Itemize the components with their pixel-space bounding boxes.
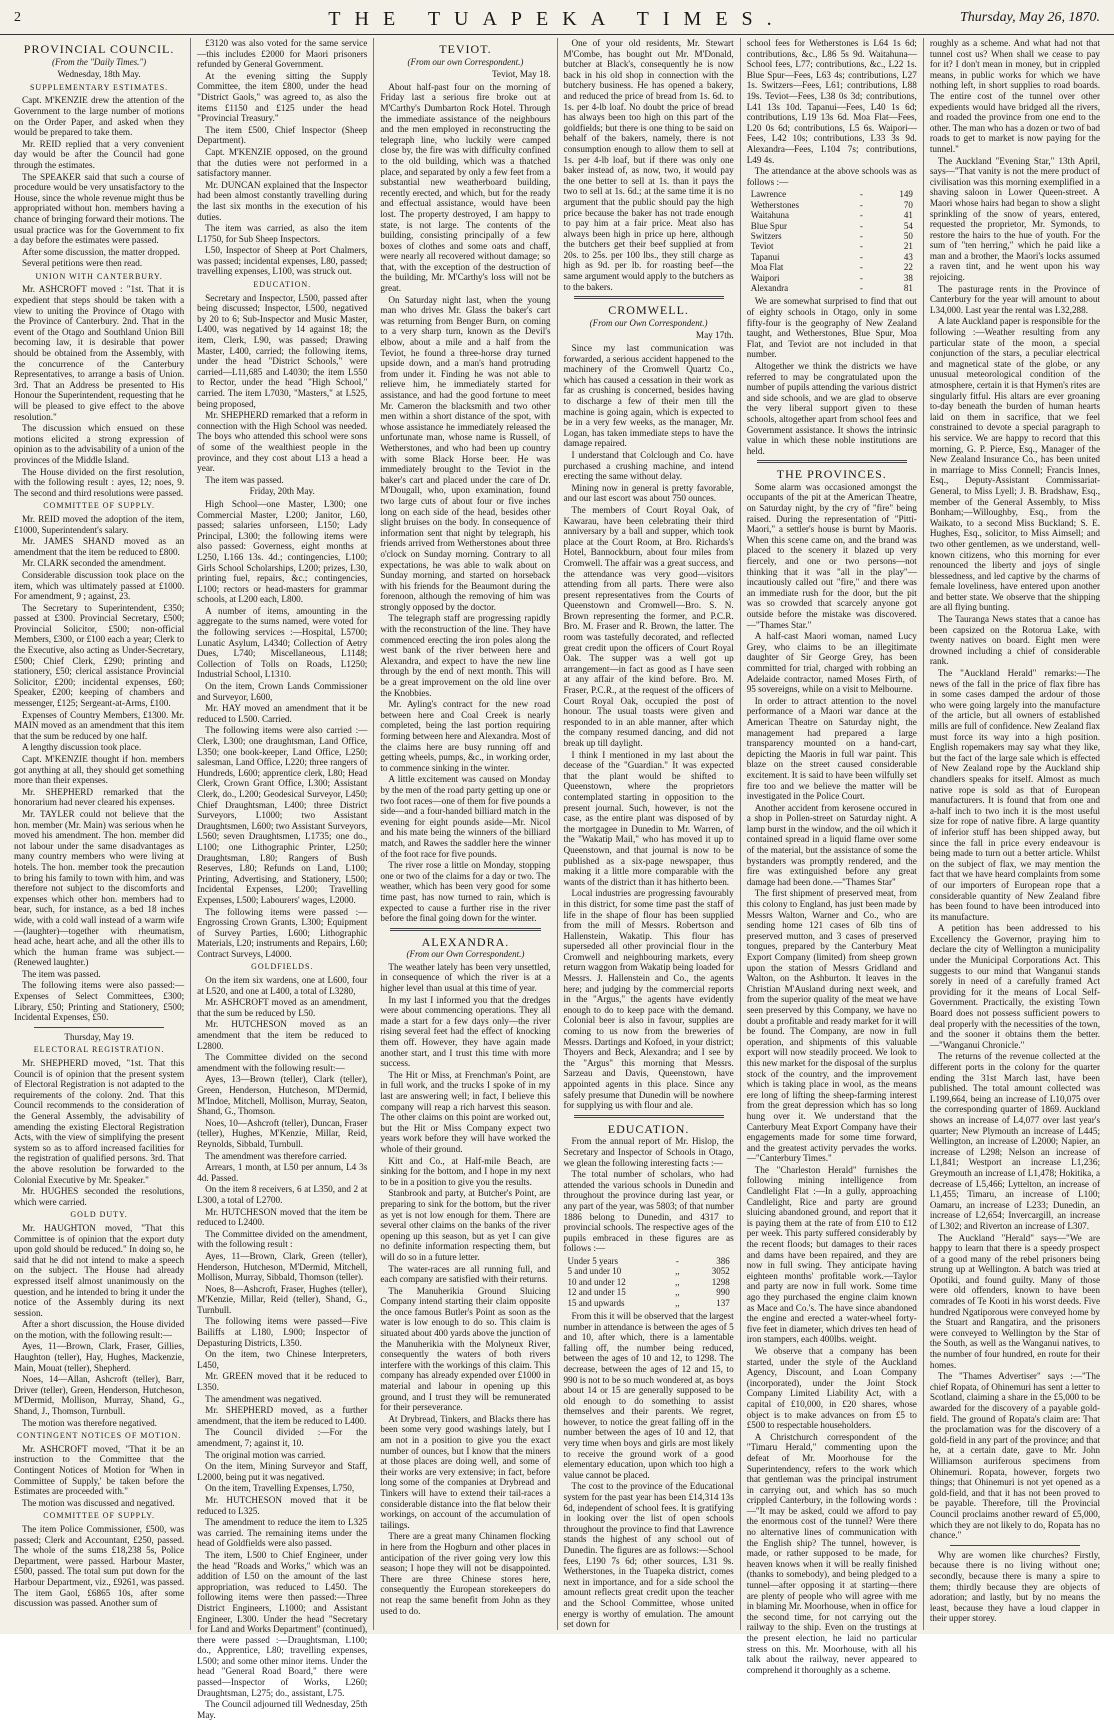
paragraph: The total number of scholars, who had attended the various schools in Dunedin and throughout the province during last year, or any part of the year, was 5803; of that number 1886 belong to Dunedin, and 4317 to provincial schools. The respective ages of the pupils embraced in these figures are as follows :—: [563, 1169, 734, 1254]
paragraph: At Drybread, Tinkers, and Blacks there has been some very good washings lately, but I am not in a position to give you the exact number of ounces, but I know that the miners at those places are doing well, and some of their works are very extensive; in fact, before long some of the companies at Drybread and Tinkers will have to extend their tail-races a considerable distance into the flat below their workings, on account of the accumulation of tailings.: [380, 1413, 551, 1530]
table-cell-dash: -: [675, 1255, 679, 1266]
table-row: [564, 1298, 734, 1308]
section-heading: EDUCATION.: [607, 1121, 690, 1136]
subheading: GOLD DUTY.: [70, 1210, 128, 1220]
table-row: [747, 241, 917, 251]
table-row: [564, 1266, 734, 1276]
paragraph: From this it will be observed that the largest number in attendance is between the ages of 5 and 10, after which, there is a lamentable falling off, the number being reduced, between the ages of 10 and 12, to 1298. The decrease, between the ages of 12 and 15, to 990 is not to be so much wondered at, as boys about 14 or 15 are generally supposed to be old enough to do something to assist themselves and their parents. We regret, however, to notice the great falling off in the number between the ages of 10 and 12, that very time when boys and girls are most likely to receive the ground work of a good elementary education, upon which too high a value cannot be placed.: [563, 1310, 734, 1480]
divider: [34, 1027, 164, 1028]
table-cell-dash: ,,: [675, 1297, 680, 1308]
paragraph: The Hit or Miss, at Frenchman's Point, are in full work, and the trucks I spoke of in my last are answering well; in fact, I believe this company will reap a rich harvest this season. The other claims on this point are worked out, but the Hit or Miss Company expect two years work before they will have worked the whole of their ground.: [380, 1069, 551, 1154]
table-cell-dash: -: [859, 189, 863, 200]
subheading: SUPPLEMENTARY ESTIMATES.: [29, 82, 169, 92]
table-cell-value: 41: [903, 210, 913, 221]
section-heading: CROMWELL.: [608, 303, 689, 318]
table-row: [747, 200, 917, 210]
paragraph: The "Auckland Herald" remarks:—The news of the fall in the price of flax fibre has in some cases damped the ardour of those who were going largely into the manufacture of the article, but all owners of established mills are full of confidence. New Zealand flax must force its way into a high position. English ropemakers may say what they like, but the fact of the large sale which is effected of New Zealand rope by the Auckland ship chandlers speaks for itself. Almost as much native rope is sold as that of European manufacturers. It is found that from one and a-half inch to two inch it is the most useful size for rope of native fibre. A large quantity of inferior stuff has been shipped away, but since the fall in price every endeavour is being made to turn out a better article. Whilst on the subject of flax, we may mention the fact that we have heard complaints from some of our importers of European rope that a considerable quantity of New Zealand fibre has been found to have been introduced into its manufacture.: [929, 668, 1101, 922]
table-row: [564, 1256, 734, 1266]
table-row: [747, 273, 917, 283]
issue-date: Thursday, May 26, 1870.: [960, 10, 1100, 25]
column-4: [558, 38, 741, 1630]
table-cell-label: Under 5 years: [567, 1255, 618, 1266]
table-cell-dash: ,,: [675, 1287, 680, 1298]
paragraph: roughly as a scheme. And what had not that tunnel cost us? When shall we cease to pay for it? I don't mean in money, but in crippled means, in public works for which we have nothing left, in short supplies to road boards. The entire cost of the tunnel over other expedients would have bridged all the rivers, and roaded the province from one end to the other. The man who has a dozen or two of bad roads to get to market is now paying for the tunnel.": [929, 38, 1101, 154]
paragraph: The following items were passed :—Engrossing Crown Grants, L300; Equipment of Survey Parties, L600; Lithographic Materials, L20; instruments and Repairs, L60; Contract Surveys, L4000.: [197, 906, 368, 959]
paragraph: In order to attract attention to the novel performance of a Maori war dance at the American Theatre on Saturday night, the management had prepared a large transparency mounted on a hand-cart, depicting the Maoris in full war paint. This blaze on the street caused considerable excitement. It is said to have been wilfully set fire too and we believe the matter will be investigated in the Police Court.: [746, 695, 917, 802]
table-cell-label: 12 and under 15: [567, 1287, 626, 1298]
column-1: [8, 38, 191, 1630]
paragraph: Capt. M'KENZIE drew the attention of the Government to the large number of motions on the Order Paper, and asked when they would be prepared to take them.: [14, 95, 185, 138]
paragraph: Mr. SHEPHERD remarked that a reform in connection with the High School was needed. The boys who attended this school were sons of some of the wealthiest people in the province, and they cost about L13 a head a year.: [197, 410, 368, 474]
dateline: Teviot, May 18.: [491, 69, 551, 80]
table-cell-value: 3052: [711, 1266, 730, 1277]
table-cell-dash: -: [859, 262, 863, 273]
source-note: (From our own Correspondent.): [407, 56, 524, 67]
age-table: [564, 1256, 734, 1308]
paragraph: On the item, Mining Surveyor and Staff, L2000, being put it was negatived.: [197, 1461, 368, 1482]
paragraph: Arrears, 1 month, at L50 per annum, L4 3s 4d. Passed.: [197, 1162, 368, 1183]
paragraph: The pasturage rents in the Province of Canterbury for the year will amount to about L34,000. Last year the rental was L32,288.: [929, 283, 1101, 315]
paragraph: Mr. REID moved the adoption of the item, £1000, Superintendent's salary.: [14, 513, 185, 535]
paragraph: Mr. SHEPHERD remarked that the honorarium had never cleared his expenses.: [14, 786, 185, 808]
table-cell-dash: -: [859, 272, 863, 283]
table-cell-value: 386: [716, 1255, 730, 1266]
divider: [950, 1545, 1080, 1546]
paragraph: A half-cast Maori woman, named Lucy Grey, who claims to be an illegitimate daughter of Sir George Grey, has been committed for trial, charged with robbing an Adelaide contractor, named Moses Firth, of 95 sovereigns, while on a visit to Melbourne.: [746, 631, 917, 695]
paragraph: school fees for Wetherstones is L64 1s 6d; contributions, &c., L86 5s 9d. Waitahuna—School fees, L77; contributions, &c., L22 1s. Blue Spur—Fees, L63 4s; contributions, L27 1s. Switzers—Fees, L61; contributions, L88 19s. Teviot—Fees, L38 0s 3d; contributions, L41 13s 10d. Tapanui—Fees, L40 1s 6d; contributions, L19 13s 6d. Moa Flat—Fees, L20 0s 6d; contributions, L5 6s. Waipori—Fees, L42 10s; contributions, L33 3s 9d. Alexandra—Fees, L104 7s; contributions, L49 4s.: [746, 38, 917, 165]
paragraph: There are a great many Chinamen flocking in here from the Hogburn and other places in anticipation of the river going very low this season; I hope they will not be disappointed. There are three Chinese stores here, consequently the European storekeepers do not reap the same benefit from John as they used to do.: [380, 1531, 551, 1616]
paragraph: On the item, Travelling Expenses, L750,: [205, 1483, 355, 1494]
paragraph: A number of items, amounting in the aggregate to the sums named, were voted for the following services :—Hospital, L5700; Lunatic Asylum, L4340; Collection of Aetry Dues, L740; Miscellaneous, L1148; Collection of Tolls on Roads, L1250; Industrial School, L1310.: [197, 605, 368, 680]
dateline: Friday, 20th May.: [249, 486, 315, 497]
paragraph: On the item six wardens, one at L600, four at L520, and one at L400, a total of L3280,: [197, 975, 368, 996]
paragraph: The following items were also carried :—Clerk, L300; one draughtsman, Land Office, L350; one book-keeper, Land Office, L250; salesman, Land Office, L220; three rangers of Hundreds, L600; apprentice clerk, L80; Head Clerk, Crown Grant Office, L300; Assistant Clerk, do., L200; Geodesical Surveyor, L450; Chief Draughtsman, L400; three District Surveyors, L1000; two Assistant Draughtsmen, L600; two Assistant Surveyors, L560; seven Draughtsmen, L1735; one do., L100; one Lithographic Printer, L250; Draughtsman, L80; Rangers of Bush Reserves, L80; Refunds on Land, L100; Printing, Advertising, and Stationery, L500; Incidental Expenses, L200; Travelling Expenses, L500; Labourers' wages, L2000.: [197, 725, 368, 905]
paragraph: The item, L500 to Chief Engineer, under the head "Roads and Works," which was an addition of L50 on the amount of the last appropriation, was reduced to L450. The following items were then passed:—Three District Engineers, L1000; and Assistant Engineer, L300. Under the head "Secretary for Land and Works Department" (continued), there were passed :—Draughtsman, L100; do., Apprentice, L80; travelling expenses, L500; and some other minor items. Under the head "General Road Board," there were passed—Inspector of Works, L260; Draughtsman, L275; do., assistant, L75.: [197, 1549, 368, 1698]
paragraph: The cost to the province of the Educational system for the past year has been £14,314 13s 6d, independent of school fees. It is gratifying in looking over the list of open schools throughout the province to find that Lawrence stands the highest of any school out of Dunedin. The figures are as follows:—School fees, L190 7s 6d; other sources, L31 9s. Wetherstones, in the Tuapeka district, comes next in importance, and for a side school the amount reflects great credit upon the teacher and the School Committee, whose united energy is worthy of emulation. The amount set down for: [563, 1481, 734, 1630]
paragraph: Since my last communication was forwarded, a serious accident happened to the machinery of the Cromwell Quartz Co., which has caused a cessation in their work as far as crushing is concerned, besides having to discharge a few of their men till the machine is going again, which is expected to be in a very few weeks, as the manager, Mr. Logan, has taken immediate steps to have the damage repaired.: [563, 343, 734, 449]
subheading: CONTINGENT NOTICES OF MOTION.: [16, 1431, 182, 1441]
table-cell-dash: -: [859, 251, 863, 262]
paragraph: Capt. M'KENZIE opposed, on the ground that the duties were not performed in a satisfactory manner.: [197, 146, 368, 179]
table-cell-dash: -: [859, 220, 863, 231]
paragraph: After some discussion, the matter dropped.: [22, 246, 180, 257]
paragraph: Capt. M'KENZIE thought if hon. members got anything at all, they should get something more than their expenses.: [14, 754, 185, 786]
paragraph: Why are women like churches? Firstly, because there is no living without one; secondly, because there is many a spire to them; thirdly because they are objects of adoration; and lastly, but by no means the least, because they have a loud clapper in their upper storey.: [929, 1549, 1101, 1624]
table-row: [747, 189, 917, 199]
subheading: UNION WITH CANTERBURY.: [35, 271, 163, 281]
table-row: [564, 1277, 734, 1287]
column-5: [741, 38, 924, 1675]
paragraph: Mr. ASHCROFT moved as an amendment, that the sum be reduced by L50.: [197, 997, 368, 1018]
table-cell-label: Moa Flat: [750, 262, 784, 273]
table-cell-label: 15 and upwards: [567, 1297, 625, 1308]
paragraph: The original motion was carried.: [205, 1449, 326, 1460]
table-cell-value: 1298: [711, 1276, 730, 1287]
paragraph: Secretary and Inspector, L500, passed after being discussed; Inspector, L500, negatived by 20 to 6; Sub-Inspector and Music Master, L400, was negatived by 14 against 18; the item, Clerk, L90, was passed; Drawing Master, L400, carried; the following items, under the head "District Schools," were carried—L11,685 and L4030; the item L550 to Rector, under the head "High School," carried. The item L7030, "Masters," at L525, being proposed,: [197, 292, 368, 409]
paragraph: Mr. CLARK seconded the amendment.: [22, 558, 166, 569]
table-row: [747, 262, 917, 272]
table-cell-dash: -: [859, 230, 863, 241]
paragraph: Mr. Ayling's contract for the new road between here and Coal Creek is nearly completed, being the last portion requiring forming between here and Alexandra. Most of the claims here are busy running off and getting wheels, pumps, &c., in working order, to commence sinking in the winter.: [380, 699, 551, 773]
paragraph: Ayes, 11—Brown, Clark, Green (teller), Henderson, Hutcheson, M'Dermid, Mitchell, Mollison, Murray, Sibbald, Thomson (teller).: [197, 1250, 368, 1283]
attendance-table: [747, 189, 917, 293]
table-cell-label: Waipori: [750, 272, 780, 283]
paragraph: Mr. JAMES SHAND moved as an amendment that the item be reduced to £800.: [14, 536, 185, 557]
paragraph: After a short discussion, the House divided on the motion, with the following result:—: [14, 1319, 185, 1340]
paragraph: The item £500, Chief Inspector (Sheep Department).: [197, 124, 368, 146]
paragraph: The Auckland "Herald" says—"We are happy to learn that there is a speedy prospect of a good many of the rebel prisoners being strung up at Wellington. A batch was tried at Opotiki, and found guilty. Many of those were old offenders, known to have been comrades of Te Kooti in his worst deeds. Five hundred Ngatiporous were conveyed home by the Stuart and Rangatira, and the prisoners were conveyed to Wellington by the Star of the South, as well as the Wanganui natives, to the number of four hundred, en route for their homes.: [929, 1232, 1101, 1370]
subheading: ELECTORAL REGISTRATION.: [33, 1045, 165, 1055]
paragraph: A Christchurch correspondent of the "Timaru Herald," commenting upon the defeat of Mr. Moorhouse for the Superintendency, refers to the work which that gentleman was the principal instrument in carrying out, and which has so much crippled Canterbury, in the following words :—"It may be asked, could we afford to pay the enormous cost of the tunnel? Were there no alternative lines of communication with the English ship? The tunnel, however, is made, or rather supposed to be made, for heaven knows when it will be really finished (thanks to somebody), and being pledged to a tunnel—after opposing it at starting—there are plenty of people who will agree with me in blaming Mr. Moorhouse, when in office for the second time, for not carrying out the railway to the ship. Even on the trustings at the present election, he laid no particular stress on this. Mr. Moorhouse, with all his talk about the railway, never appeared to comprehend it thoroughly as a scheme.: [746, 1431, 917, 1675]
paragraph: The Committee divided on the second amendment with the following result:—: [197, 1052, 368, 1073]
divider: [757, 460, 907, 463]
paragraph: On the item, two Chinese Interpreters, L450,: [197, 1349, 368, 1370]
table-cell-dash: ,,: [675, 1266, 680, 1277]
table-cell-value: 137: [716, 1297, 730, 1308]
paragraph: Mr. TAYLER could not believe that the hon. member (Mr. Main) was serious when he moved his amendment. The hon. member did not labour under the same disadvantages as many country members who were living at hotels. The hon. member took the precaution to bring his family to town with him, and was therefore not subject to the discomforts and expenses which other hon. members had to bear, such, for instance, as a bed 18 inches wide, with a cold wall instead of a warm wife—(laughter)—together with rheumatism, head ache, heart ache, and all the other ills to which the human frame was subject.—(Renewed laughter.): [14, 808, 185, 968]
paragraph: One of your old residents, Mr. Stewart M'Combe, has bought out Mr. M'Donald, butcher at Black's, consequently he is now back in his old shop in connection with the butchery business. He has opened a bakery, and reduced the price of bread from 1s. 6d. to 1s. per 4-lb loaf. No doubt the price of bread has always been too high on this part of the goldfields; but there is one thing to be said on behalf of the bakers, namely, there is not consumption enough to allow them to sell at 1s. per 4-lb loaf, but if there was only one baker instead of, as now, two, it would pay the one better to sell at 1s. than it pays the two to sell at 1s. 6d.; at the same time it is no argument that the public should pay the high price because the baker has not trade enough to pay him at a fair price. Meat also has always been high in price up here, although the butchers get their beef supplied at from 20s. to 25s. per 100 lbs., they still charge as high as 9d. per lb. for roasting beef—the same argument would apply to the butchers as to the bakers.: [563, 38, 734, 292]
paragraph: Expenses of Country Members, £1300. Mr. MAIN moved as an amendment that this item that the sum be reduced by one half.: [14, 709, 185, 741]
table-cell-value: 38: [903, 272, 913, 283]
paragraph: Mr. GREEN moved that it be reduced to L350.: [197, 1371, 368, 1393]
paragraph: The Council divided :—For the amendment, 7; against it, 10.: [197, 1427, 368, 1448]
paragraph: Mining now in general is pretty favorable, and our last escort was about 750 ounces.: [563, 482, 734, 504]
paragraph: The telegraph staff are progressing rapidly with the reconstruction of the line. They have commenced erecting the iron poles along the west bank of the river between here and Alexandra, and expect to have the new line through by the end of next month. This will be a great improvement on the old line over the Knobbies.: [380, 613, 551, 698]
paragraph: Mr. SHEPHERD moved, as a further amendment, that the item be reduced to L400.: [197, 1405, 368, 1426]
divider: [390, 928, 540, 931]
paragraph: On Saturday night last, when the young man who drives Mr. Glass the baker's cart was returning from Benger Burn, on coming to a very sharp turn, known as the Devil's elbow, about a mile and a half from the Teviot, he found a three-horse dray turned upside down, and a man's hand protruding from under it. Finding he was not able to relieve him, he immediately started for assistance, and had the good fortune to meet Mr. Cameron the blacksmith and two other men within a short distance of the spot, with whose assistance he immediately released the unfortunate man, whose name is Russell, of Wetherstones, and who had been up country with some Black Horse beer. He was immediately brought to the Teviot in the baker's cart and placed under the care of Dr. M'Dougall, who, upon examination, found two large cuts of about four or five inches long on each side of the head, besides other slight bruises on the body. In consequence of information sent that night by telegraph, his friends arrived from Wetherstones about three o'clock on Sunday morning. Contrary to all expectations, he was able to walk about on Sunday morning, and started on horseback with his friends for the Beaumont during the forenoon, although the removing of him was strongly opposed by the doctor.: [380, 294, 551, 612]
source-note: (From our Own Correspondent.): [589, 317, 708, 328]
table-cell-label: Switzers: [750, 230, 782, 241]
subheading: COMMITTEE OF SUPPLY.: [43, 1511, 155, 1521]
paragraph: Ayes, 11—Brown, Clark, Fraser, Gillies, Haughton (teller), Hay, Hughes, Mackenzie, Main, Mouat (teller), Shepherd.: [14, 1341, 185, 1373]
table-cell-value: 54: [903, 220, 913, 231]
subheading: GOLDFIELDS.: [251, 962, 314, 972]
paragraph: Ayes, 13—Brown (teller), Clark (teller), Green, Henderson, Hutcheson, M'Dermid, M'Indoe, Mitchell, Mollison, Murray, Seaton, Shand, G., Thomson.: [197, 1074, 368, 1117]
paragraph: The "Charleston Herald" furnishes the following mining intelligence from Candlelight Flat :—In a gully, approaching Candlelight, Rice and party are ground sluicing abandoned ground, and report that it is paying them at the rate of from £10 to £12 per week. This party suffered considerably by the recent floods; but damages to their races and dams have been repaired, and they are now in full swing. They anticipate having eighteen months' profitable work.—Taylor and party are now in full work. Some time ago they purchased the engine claim known as Mace and Co.'s. The have since abandoned the engine and erected a water-wheel forty-five feet in diameter, which drives ten head of iron stampers, each 400lbs. weight.: [746, 1164, 917, 1345]
paragraph: A little excitement was caused on Monday by the men of the road party getting up one or two foot races—one of them for five pounds a side—and a four-handed billiard match in the evening for eight pounds aside—Mr. Nicol and his mate being the winners of the billiard match, and Rawes the saddler here the winner of the foot race for five pounds.: [380, 774, 551, 859]
paragraph: The discussion which ensued on these motions elicited a strong expression of opinion as to the advisability of a union of the provinces of the Middle Island.: [14, 423, 185, 465]
table-cell-label: Blue Spur: [750, 220, 787, 231]
paragraph: Noes, 10—Ashcroft (teller), Duncan, Fraser (teller), Hughes, M'Kenzie, Millar, Reid, Reynolds, Sibbald, Turnbull.: [197, 1117, 368, 1149]
paragraph: The river rose a little on Monday, stopping one or two of the claims for a day or two. The weather, which has been very good for some time past, has now turned to rain, which is expected to cause a further rise in the river before the final going down for the winter.: [380, 860, 551, 924]
table-cell-value: 81: [903, 282, 913, 293]
column-3: [374, 38, 557, 1630]
source-note: (From the "Daily Times."): [51, 56, 147, 67]
paragraph: Mr. HAUGHTON moved, "That this Committee is of opinion that the export duty upon gold should be reduced." In doing so, he said that he did not intend to make a speech on the subject. The House had already expressed itself almost unanimously on the question, and he intended to bring it under the notice of the Assembly during its next session.: [14, 1222, 185, 1318]
paragraph: I think I mentioned in my last about the decease of the "Guardian." It was expected that the plant would be shifted to Queenstown, where the proprietors contemplated starting in opposition to the present journal. Such, however, is not the case, as the entire plant was disposed of by the mortgagee in Dunedin to Mr. Warren, of the "Wakatip Mail," who has moved it up to Queenstown, and that journal is now to be published as a six-page newspaper, thus making it a little more comparable with the wants of the district than it has hitherto been.: [563, 749, 734, 887]
paragraph: The amendment was therefore carried.: [205, 1150, 347, 1161]
paragraph: The amendment to reduce the item to L325 was carried. The remaining items under the head of Goldfields were also passed.: [197, 1517, 368, 1549]
masthead: [0, 0, 1114, 35]
table-cell-label: Teviot: [750, 241, 774, 252]
paragraph: Considerable discussion took place on the item, which was ultimately passed at £1000. For amendment, 9 ; against, 23.: [14, 569, 185, 602]
section-heading: ALEXANDRA.: [421, 934, 510, 949]
paragraph: From the annual report of Mr. Hislop, the Secretary and Inspector of Schools in Otago, we glean the following interesting facts :—: [563, 1136, 734, 1168]
columns: [8, 38, 1106, 1720]
paragraph: The first shipment of preserved meat, from this colony to England, has just been made by Messrs Walton, Warner and Co., who are sending home 121 cases of 6lb tins of preserved mutton, and 3 cases of preserved tongues, prepared by the Canterbury Meat Export Company (limited) from sheep grown upon the station of Messrs Gridland and Walton, on the Ashburton. It leaves in the Christian M'Ausland during next week, and from the superior quality of the meat we have seen preserved by this Company, we have no doubt a profitable and ready market for it will be found. The Company, are now in full operation, and shipments of this valuable export will now steadily proceed. We look to this new market for the disposal of the surplus stock of the country, and the improvement which is taking place in wool, as the means ere long of lifting the sheep-farming interest from the great depression which has so long hung over it. We understand that the Canterbury Meat Export Company have their engagements made for some time forward, and the greatest activity pervades the works.—"Canterbury Times.": [746, 888, 917, 1164]
paragraph: The water-races are all running full, and each company are satisfied with their returns.: [380, 1263, 551, 1285]
paragraph: The returns of the revenue collected at the different ports in the colony for the quarter ending the 31st March last, have been published. The total amount collected was L199,664, being an increase of L10,075 over the corresponding quarter of 1869. Auckland shows an increase of L4,077 over last year's quarter; New Plymouth an increase of L445; Wellington, an increase of L2000; Napier, an increase of L298; Nelson an increase of L1,841; Westport an increase L1,236; Greymouth an increase of L1,478; Hokitika, a decrease of L5,466; Lyttelton, an increase of L1,455; Timaru, an increase of L100; Oamaru, an increase of L233; Dunedin, an increase of L2,654; Invercargill, an increase of L302; and Riverton an increase of L307.: [929, 1051, 1101, 1231]
paragraph: On the item, Crown Lands Commissioner and Surveyor, L600,: [197, 681, 368, 702]
table-cell-dash: -: [859, 210, 863, 221]
table-cell-dash: -: [859, 241, 863, 252]
table-row: [747, 283, 917, 293]
table-cell-value: 149: [899, 189, 913, 200]
paragraph: The amendment was negatived.: [205, 1393, 322, 1404]
table-cell-dash: -: [859, 282, 863, 293]
paragraph: The item Police Commissioner, £500, was passed; Clerk and Accountant, £250, passed. The whole of the sums £18,238 5s, Police Department, were passed. Harbour Master, £500, passed. The total sum put down for the Harbour Department, viz., £9261, was passed. The item Gaol, £6865 10s, after some discussion was passed. Another sum of: [14, 1523, 185, 1609]
paragraph: A petition has been addressed to his Excellency the Governor, praying him to declare the city of Wellington a municipality under the Municipal Corporations Act. This suggests to our mind that Wanganui stands sorely in need of a carefully framed Act providing for it the means of Local Self-Government. Practically, the existing Town Board does not possess sufficient powers to deal properly with the necessities of the town, and the sooner it obtains them the better.—"Wanganui Chronicle.": [929, 923, 1101, 1050]
table-cell-label: Wetherstones: [750, 199, 799, 210]
paragraph: The Tauranga News states that a canoe has been capsized on the Rotorua Lake, with twenty natives on board. Eight men were drowned including a chief of considerable rank.: [929, 614, 1101, 667]
paragraph: Stanbrook and party, at Butcher's Point, are preparing to sink for the bottom, but the river as yet is not low enough for them. There are several other claims on the banks of the river opening up this season, but as yet I can give no definite information respecting them, but will do so in a future letter.: [380, 1188, 551, 1262]
section-heading: PROVINCIAL COUNCIL.: [23, 42, 175, 56]
paragraph: At the evening sitting the Supply Committee, the item £800, under the head "District Gaols," was agreed to, as also the items £1150 and £125 under the head "Provincial Treasury.": [197, 70, 368, 124]
newspaper-title: THE TUAPEKA TIMES.: [328, 8, 786, 30]
paragraph: Kitt and Co., at Half-mile Beach, are sinking for the bottom, and I hope in my next to be in a position to give you the results.: [380, 1155, 551, 1187]
table-row: [747, 221, 917, 231]
paragraph: I understand that Colclough and Co. have purchased a crushing machine, and intend erecting the same without delay.: [563, 449, 734, 482]
table-cell-value: 21: [903, 241, 913, 252]
paragraph: The House divided on the first resolution, with the following result : ayes, 12; noes, 9. The second and third resolutions were passed.: [14, 466, 185, 498]
paragraph: Another accident from kerosene occured in a shop in Pollen-street on Saturday night. A lamp burst in the window, and the oil which it contained spread in a liquid flame over some of the material, but the assistance of some the bystanders was promptly rendered, and the fire was extinguished before any great damage had been done.—"Thames Star": [746, 802, 917, 887]
paragraph: The attendance at the above schools was as follows :—: [746, 166, 917, 187]
paragraph: About half-past four on the morning of Friday last a serious fire broke out at M'Carthy's Dumbarton Rock Hotel. Through the immediate assistance of the neighbours and the men employed in reconstructing the telegraph line, who luckily were camped close by, the fire was with difficulty confined to the old building, which was a thatched place, and separated by only a few feet from a substantial new weatherboard building, recently erected, and which, but for the ready and effectual assistance, would have been lost. The property destroyed, I am happy to state, is not large. The contents of the building, consisting principally of a few boxes of clothes and some oats and chaff, were nearly all recovered without damage; so that, with the exception of the destruction of the building, Mr. M'Carthy's loss will not be great.: [380, 81, 551, 294]
table-row: [747, 252, 917, 262]
divider: [574, 296, 724, 299]
paragraph: Mr. SHEPHERD moved, "1st. That this Council is of opinion that the present system of Electoral Registration is not adapted to the requirements of the colony. 2nd. That this Council recommends to the consideration of the General Assembly, the advisability of amending the existing Electoral Registration Acts, with the view of simplifying the present system so as to afford increased facilities for the registration of qualified persons. 3rd. That the above resolution be forwarded to the Colonial Executive by Mr. Speaker.": [14, 1058, 185, 1185]
paragraph: The Secretary to Superintendent, £350; passed at £300. Provincial Secretary, £500; Provincial Solicitor, £500; non-official Members, £300, or £100 each a year; Clerk to the Executive, also acting as Under-Secretary, £500; Chief Clerk, £290; printing and stationery, £50; clerical assistance Provincial Solicitor, £200; incidental expenses, £60; Speaker, £200; keeping of chambers and messenger, £125; Sergeant-at-Arms, £100.: [14, 602, 185, 709]
paragraph: Local industries are progressing favourably in this district, for some time past the staff of life in the shape of flour has been supplied from the mill of Messrs. Robertson and Hallenstein, Wakatip. This flour has superseded all other provincial flour in the Cromwell and neighbouring markets, every return waggon from Wakatip being loaded for Messrs. J. Hallenstein and Co., the agents here; and judging by the commercial reports in the "Argus," the agents have evidently enough to do to keep pace with the demand. Colonial beer is also in favour, supplies are coming to us now from the breweries of Messrs. Dartings and Kofoed, in your district; Thoyers and Beck, Alexandra; and I see by the "Argus" this morning that Messrs. Sarzeau and Davis, Queenstown, have appointed agents in this place. Since any safely presume that Dunedin will be nowhere for supplying us with flour and ale.: [563, 888, 734, 1111]
section-heading: TEVIOT.: [439, 42, 492, 56]
table-cell-label: 10 and under 12: [567, 1276, 626, 1287]
paragraph: Mr. REID replied that a very convenient day would be after the Council had gone through the estimates.: [14, 138, 185, 170]
paragraph: The SPEAKER said that such a course of procedure would be very unsatisfactory to the House, since the whole revenue might thus be appropriated without hon. members having a chance of bringing forward their motions. The usual practice was for the Government to fix a day before the estimates were passed.: [14, 171, 185, 246]
paragraph: Mr. HUTCHESON moved as an amendment that the item be reduced to L2800.: [197, 1019, 368, 1051]
paragraph: The Council adjourned till Wednesday, 25th May.: [197, 1699, 368, 1720]
paragraph: A late Auckland paper is responsible for the following :—Weather resulting from any particular state of the moon, a special conjunction of the stars, a peculiar electrical and magnetical state of the globe, or any unusual meteorological condition of the atmosphere, certain it is that Hymen's rites are singularly fitful. His altars are ever groaning to-day beneath the burden of human hearts laid on them in sacrifice, that we feel constrained to devote a special paragraph to his service. We are happy to record that this morning, G. P. Pierce, Esq., Manager of the New Zealand Insurance Co., has been united in marriage to Miss Connell; Francis Innes, Esq., Deputy-Assistant Commissariat-General, to Miss Lyell; J. B. Bradshaw, Esq., member of the General Assembly, to Miss Bonham;—Willoughby, Esq., from the Waikato, to a second Miss Buckland; S. E. Hughes, Esq., solicitor, to Miss Aimsell; and two other gentlemen, as we understand, well-known citizens, who this morning for ever renounced the liberty and joys of single blessedness, and led captive by the charms of female loveliness, have entered upon another and better state. We observe that the shipping are all flying bunting.: [929, 316, 1101, 613]
paragraph: The following items were also passed:—Expenses of Select Committees, £300; Library, £50; Printing and Stationery, £500; Incidental Expenses, £50.: [14, 980, 185, 1023]
paragraph: The weather lately has been very unsettled, in consequence of which the river is at a higher level than usual at this time of year.: [380, 961, 551, 994]
paragraph: On the item 8 receivers, 6 at L350, and 2 at L300, a total of L2700.: [197, 1184, 368, 1205]
paragraph: We are somewhat surprised to find that out of eighty schools in Otago, only in some fifty-four is the geography of New Zealand taught, and Wetherstones, Blue Spur, Moa Flat, and Teviot are not included in that number.: [746, 296, 917, 360]
dateline: May 17th.: [695, 330, 734, 341]
column-6: [924, 38, 1106, 1630]
paragraph: L50, Inspector of Sheep at Port Chalmers, was passed; incidental expenses, L80, passed; travelling expenses, L100, was struck out.: [197, 245, 368, 277]
paragraph: Some alarm was occasioned amongst the occupants of the pit at the American Theatre, on Saturday night, by the cry of "fire" being raised. During the representation of "Pitti-Maori," a settler's house is burnt by Maoris. When this scene came on, and the brand was placed to the scenery it blazed up very fiercely, and one or two persons—not thinking that it was "all in the play"—incautiously called out "fire," and there was an immediate rush for the door, but the pit was so crowded that scarcely anyone got outside before the mistake was discovered.—"Thames Star.": [746, 481, 917, 630]
paragraph: £3120 was also voted for the same service —this includes £2000 for Maori prisoners refunded by General Government.: [197, 38, 368, 70]
table-cell-label: Tapanui: [750, 251, 780, 262]
table-cell-value: 70: [903, 199, 913, 210]
paragraph: The item was carried, as also the item L1750, for Sub Sheep Inspectors.: [197, 223, 368, 244]
table-cell-value: 43: [903, 251, 913, 262]
paragraph: The following items were passed—Five Bailiffs at L180, L900; Inspector of Depasturing Districts, L350.: [197, 1316, 368, 1348]
paragraph: Mr. HAY moved an amendment that it be reduced to L500. Carried.: [197, 703, 368, 724]
source-note: (From our Own Correspondent.): [406, 949, 525, 960]
paragraph: The item was passed.: [22, 968, 101, 979]
paragraph: We observe that a company has been started, under the style of the Auckland Agency, Discount, and Loan Company (incorporated), under the Joint Stock Company Limited Liability Act, with a capital of £10,000, in £20 shares, whose object is to make advances on from £5 to £500 to respectable householders.: [746, 1345, 917, 1431]
subheading: COMMITTEE OF SUPPLY.: [43, 501, 155, 511]
paragraph: Mr. HUTCHESON moved that it be reduced to L325.: [197, 1494, 368, 1516]
paragraph: Noes, 8—Ashcroft, Fraser, Hughes (teller), M'Kenzie, Millar, Reid (teller), Shand, G., Turnbull.: [197, 1283, 368, 1315]
paragraph: The members of Court Royal Oak, of Kawarau, have been celebrating their third anniversary by a ball and supper, which took place at the Court Room, at Bro. Richards's Hotel, Bannockburn, about four miles from Cromwell. The affair was a great success, and the attendance was very good—visitors attending from all parts. There were also present representatives from the Courts of Queenstown and Cromwell—Bro. S. N. Brown representing the former, and P.C.R. Bro. M. Fraser and R. Brown, the latter. The room was tastefully decorated, and reflected great credit upon the officers of Court Royal Oak. The supper was a well got up arrangement—in fact as good as I have seen at any affair of the kind before. Bro. M. Fraser, P.C.R., at the request of the officers of Court Royal Oak, occupied the post of honour. The usual toasts were given and responded to in an able manner, after which the company resumed dancing, and did not break up till daylight.: [563, 504, 734, 748]
paragraph: Several petitions were then read.: [22, 258, 143, 269]
paragraph: Mr. DUNCAN explained that the Inspector had been almost constantly travelling during the last six months in the execution of his duties.: [197, 179, 368, 222]
table-cell-label: Lawrence: [750, 189, 787, 200]
paragraph: Mr. HUGHES seconded the resolutions, which were carried.: [14, 1186, 185, 1207]
dateline: Wednesday, 18th May.: [57, 69, 141, 80]
page-number: 2: [14, 10, 21, 25]
paragraph: The Auckland "Evening Star," 13th April, says—"That vanity is not the mere product of civilisation was this morning exemplified in a shaving saloon in Lower Queen-street. A Maori whose hairs had began to show a slight sprinkling of the snow of years, entered, requested the proprietor, Mr. Symonds, to restore the hairs to the hue of youth. For the sum of "ten herring," which he paid like a man and a brother, the Maori's locks assumed a raven tint, and he went upon his way rejoicing.: [929, 155, 1101, 283]
table-cell-label: Alexandra: [750, 282, 789, 293]
paragraph: Mr. ASHCROFT moved, "That it be an instruction to the Committee that the Contingent Notices of Motion for 'When in Committee of Supply,' be taken before the Estimates are proceeded with.": [14, 1443, 185, 1497]
table-row: [564, 1287, 734, 1297]
section-heading: THE PROVINCES.: [776, 467, 887, 482]
subheading: EDUCATION.: [253, 280, 312, 290]
table-cell-label: 5 and under 10: [567, 1266, 622, 1277]
paragraph: High School—one Master, L300; one Commercial Master, L200; Janitor, L60, passed; salaries unforseen, L150; Lady Principal, L300; the following items were also passed: Governess, eight months at L250, L166 13s. 4d.; contingencies, L100; Girls School Scholarships, L200; prizes, L30, printing fuel, repairs, &c.; contingencies, L100; rectors or head-masters for grammar schools, at L200 each, L800.: [197, 498, 368, 605]
paragraph: Altogether we think the districts we have referred to may be congratulated upon the number of pupils attending the various district and side schools, and we are glad to observe the very liberal support given to these schools, altogether apart from school fees and Government assistance. It shows the intrinsic value in which these noble institutions are held.: [746, 360, 917, 456]
paragraph: The Committee divided on the amendment, with the following result :: [197, 1228, 368, 1250]
table-cell-value: 990: [716, 1287, 730, 1298]
table-cell-value: 22: [903, 262, 913, 273]
divider: [574, 1115, 724, 1118]
paragraph: A lengthy discussion took place.: [22, 742, 142, 753]
table-row: [747, 231, 917, 241]
paragraph: The "Thames Advertiser" says :—"The chief Ropata, of Ohinemuri has sent a letter to Scotland, claiming a share in the £5,000 to be awarded for the discovery of a payable gold-field. The ground of Ropata's claim are: That the proclamation was for the discovery of a gold-field in any part of the province; and that he, at a certain date, gave to Mr. John Williamson auriferous specimens from Ohinemuri. Ropata, however, forgets two things; that Ohinemuri is not yet opened as a gold-field, and that it has not been proved to be payable. Therefore, till the Provincial Council proclaims another reward of £5,000, which they are not likely to do, Ropata has no chance.": [929, 1371, 1101, 1541]
paragraph: The motion was discussed and negatived.: [22, 1497, 175, 1508]
table-cell-label: Waitahuna: [750, 210, 789, 221]
table-row: [747, 210, 917, 220]
column-2: [191, 38, 374, 1720]
paragraph: In my last I informed you that the dredges were about commencing operations. They all made a start for a few days only—the river rising several feet had the effect of knocking them off. However, they have again made another start, and I trust this time with more success.: [380, 994, 551, 1069]
table-cell-value: 50: [903, 230, 913, 241]
table-cell-dash: -: [859, 199, 863, 210]
paragraph: The item was passed.: [205, 474, 284, 485]
paragraph: The motion was therefore negatived.: [22, 1417, 157, 1428]
paragraph: Mr. ASHCROFT moved : "1st. That it is expedient that steps should be taken with a view to uniting the Province of Otago with the Province of Canterbury. 2nd. That in the event of the Otago and Southland Union Bill becoming law, it is desirable that power should be obtained from the Assembly, with the concurrence of the Canterbury Representatives, to arrange a basis of Union. 3rd. That an Address be presented to His Honour the Superintendent, requesting that he will be pleased to give effect to the above resolution.": [14, 284, 185, 422]
dateline: Thursday, May 19.: [64, 1031, 134, 1042]
paragraph: The Manuherikia Ground Sluicing Company intend starting their claim opposite the once famous Butler's Point as soon as the water is low enough to do so. This claim is situated about 400 yards above the junction of the Manuherikia with the Molyneux River, consequently the waters of both rivers interfere with the workings of this claim. This company has already expended over £1000 in material and labour in opening up this ground, and I trust they will be remunerated for their perseverance.: [380, 1285, 551, 1413]
paragraph: Mr. HUTCHESON moved that the item be reduced to L2400.: [197, 1206, 368, 1228]
table-cell-dash: ,,: [675, 1276, 680, 1287]
paragraph: Noes, 14—Allan, Ashcroft (teller), Barr, Driver (teller), Green, Henderson, Hutcheson, M'Dermid, Mollison, Murray, Shand, G., Shand, J., Thomson, Turnbull.: [14, 1374, 185, 1417]
